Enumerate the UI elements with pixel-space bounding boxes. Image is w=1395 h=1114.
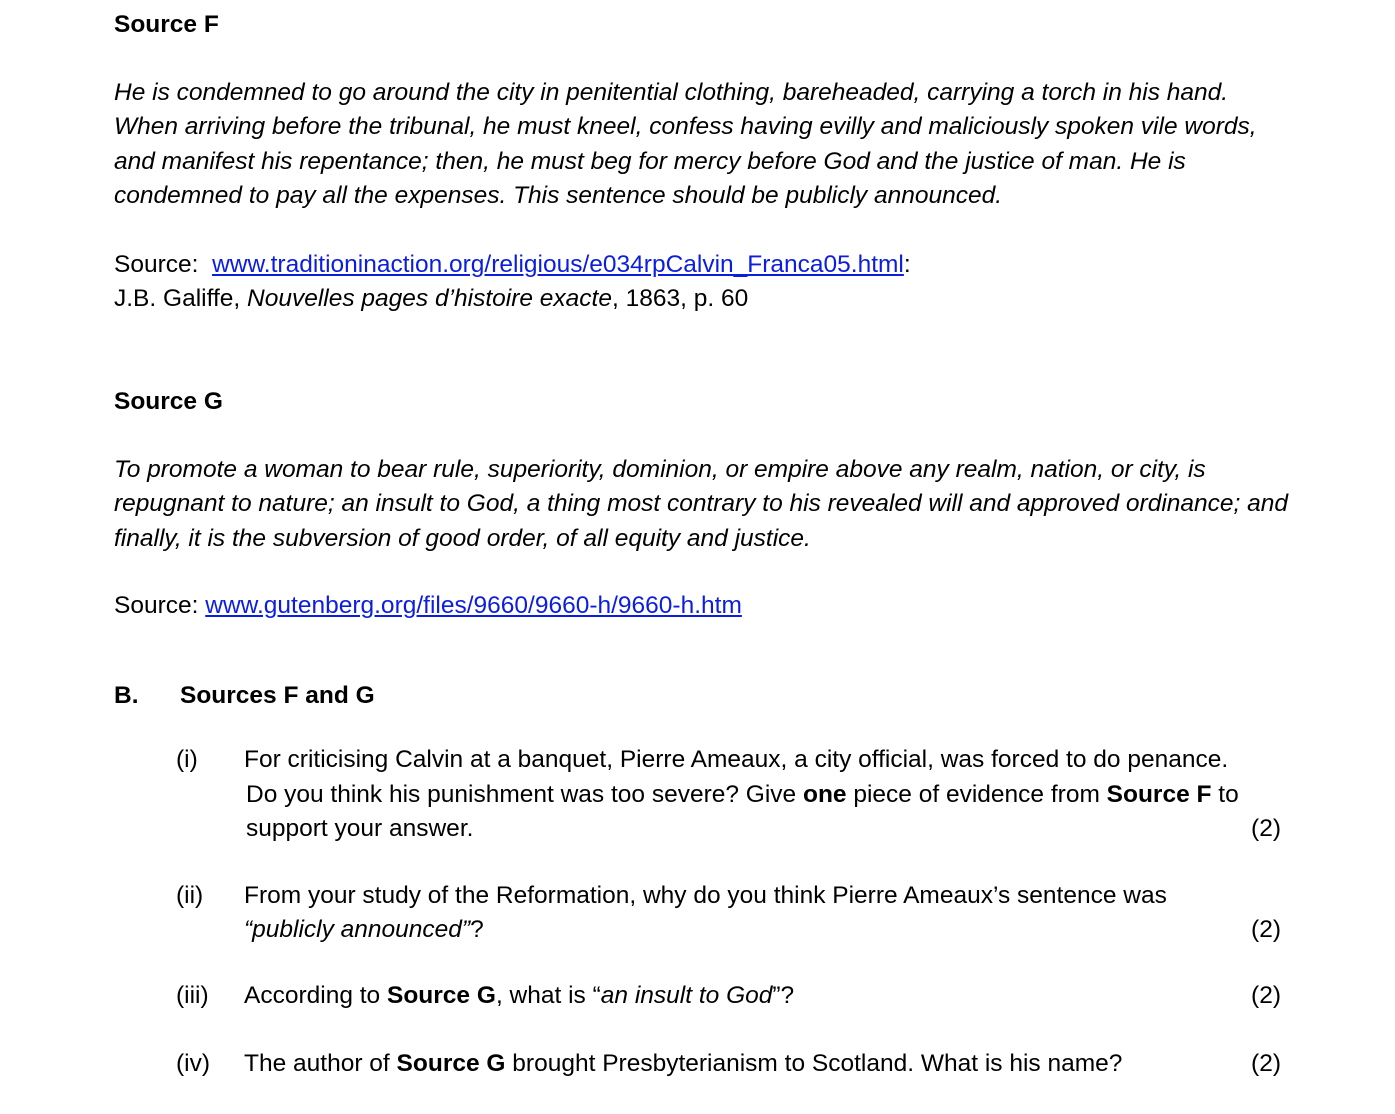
source-url-suffix: : xyxy=(903,251,911,279)
question-number: (iii) xyxy=(176,981,209,1009)
source-f-quote: He is condemned to go around the city in penitential clothing, bareheaded, carrying a torch in his hand. When arriving before the tribunal, he must kneel, confess having evilly and maliciously spoken vile words, and manifest his repentance; then, he must beg for mercy before God and the justice of man. He is condemned to pay all the expenses. This sentence should be publicly announced. xyxy=(114,79,1257,209)
question-line xyxy=(244,778,1289,813)
source-g-source-line xyxy=(114,589,1289,623)
question-number: (iv) xyxy=(176,1050,211,1078)
question-text: For criticising Calvin at a banquet, Pierre Ameaux, a city official, was forced to do penance. xyxy=(244,746,1229,774)
question-line xyxy=(244,812,1289,847)
source-g-link[interactable]: www.gutenberg.org/files/9660/9660-h/9660-h.htm xyxy=(205,592,742,620)
question-text: support your answer. xyxy=(246,815,474,843)
citation-title: Nouvelles pages d’histoire exacte xyxy=(247,285,612,313)
source-g-quote: To promote a woman to bear rule, superiority, dominion, or empire above any realm, nation, or city, is repugnant to nature; an insult to God, a thing most contrary to his revealed will and approved ordinance; and finally, it is the subversion of good order, of all equity and justice. xyxy=(114,456,1289,552)
question-iii xyxy=(176,979,1289,1014)
question-text: “publicly announced”? xyxy=(244,916,484,944)
question-line xyxy=(244,979,1289,1014)
section-title: Sources F and G xyxy=(180,682,375,710)
source-label: Source: xyxy=(114,592,206,620)
question-line xyxy=(244,1047,1289,1082)
source-label: Source: xyxy=(114,251,213,279)
question-line xyxy=(244,879,1289,914)
question-line xyxy=(244,913,1289,948)
question-line xyxy=(244,743,1289,778)
marks: (2) xyxy=(1251,815,1281,843)
question-ii xyxy=(176,879,1289,948)
marks: (2) xyxy=(1251,981,1281,1009)
question-text: According to Source G, what is “an insult to God”? xyxy=(244,981,795,1009)
question-number: (ii) xyxy=(176,881,204,909)
question-text: The author of Source G brought Presbyterianism to Scotland. What is his name? xyxy=(244,1050,1123,1078)
source-f-source-line xyxy=(114,248,1289,282)
question-text: From your study of the Reformation, why do you think Pierre Ameaux’s sentence was xyxy=(244,881,1167,909)
citation-rest: , 1863, p. 60 xyxy=(612,285,749,313)
section-b-heading xyxy=(114,679,1289,713)
source-g-heading: Source G xyxy=(114,388,223,416)
source-f-link[interactable]: www.traditioninaction.org/religious/e034rpCalvin_Franca05.html xyxy=(212,251,904,279)
source-f-heading: Source F xyxy=(114,11,219,38)
question-iv xyxy=(176,1047,1289,1082)
marks: (2) xyxy=(1251,916,1281,944)
marks: (2) xyxy=(1251,1050,1281,1078)
section-letter: B. xyxy=(114,682,139,710)
source-f-citation xyxy=(114,282,1289,316)
question-text: Do you think his punishment was too severe? Give one piece of evidence from Source F to xyxy=(246,780,1239,808)
question-i xyxy=(176,743,1289,847)
exam-page xyxy=(114,8,1289,1082)
citation-author: J.B. Galiffe, xyxy=(114,285,247,313)
question-number: (i) xyxy=(176,746,198,774)
